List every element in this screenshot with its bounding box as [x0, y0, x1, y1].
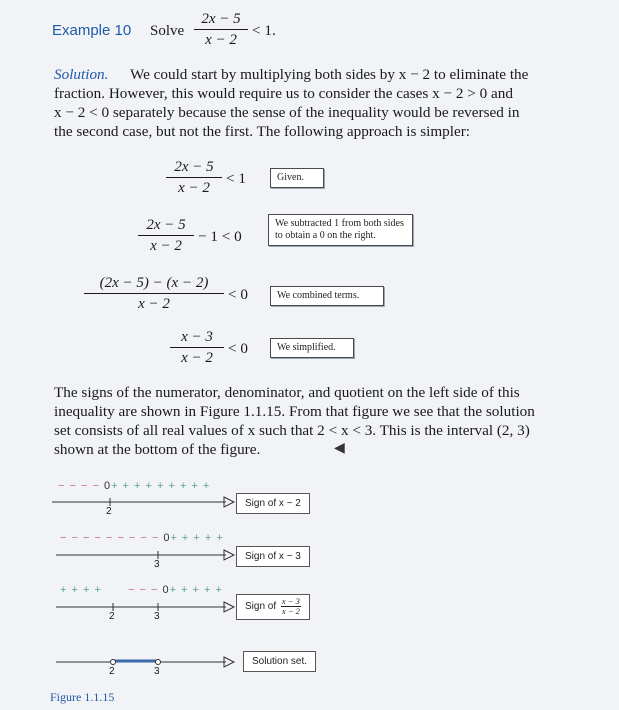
figure-caption: Figure 1.1.15: [50, 690, 115, 704]
step-4-denominator: x − 2: [181, 350, 213, 366]
row-1-positive-signs: + + + + + + + + +: [111, 480, 211, 492]
example-denominator: x − 2: [205, 32, 237, 48]
row-1-tick-label-2: 2: [106, 506, 112, 517]
step-2-fraction: [138, 218, 194, 254]
row-1-signs: [58, 480, 210, 492]
example-verb: Solve: [150, 23, 185, 39]
row-4-tick-label-3: 3: [154, 666, 160, 677]
row-3-zero: 0: [162, 584, 170, 596]
example-numerator: 2x − 5: [194, 12, 248, 30]
step-3-denominator: x − 2: [138, 296, 170, 312]
row-1-negative-signs: − − − −: [58, 480, 100, 492]
step-4-fraction: [170, 330, 224, 366]
step-2-note: We subtracted 1 from both sides to obtain a 0 on the right.: [268, 214, 413, 246]
row-2-label: Sign of x − 3: [236, 546, 310, 567]
conclusion-line-1: The signs of the numerator, denominator, and quotient on the left side of this: [54, 384, 520, 401]
row-3-label-denominator: x − 2: [281, 605, 300, 616]
step-2-rest: − 1 < 0: [198, 228, 242, 245]
step-3-fraction: [84, 276, 224, 312]
conclusion-line-2: inequality are shown in Figure 1.1.15. From that figure we see that the solution: [54, 403, 535, 420]
row-3-tick-label-3: 3: [154, 611, 160, 622]
row-2-tick-label-3: 3: [154, 559, 160, 570]
row-2-zero: 0: [163, 532, 171, 544]
row-2-positive-signs: + + + + +: [170, 532, 224, 544]
step-3-numerator: (2x − 5) − (x − 2): [84, 276, 224, 294]
row-3-positive-signs-right: + + + + +: [169, 584, 223, 596]
row-3-positive-signs-left: + + + +: [60, 584, 102, 596]
step-3-rest: < 0: [228, 286, 248, 303]
row-3-tick-label-2: 2: [109, 611, 115, 622]
step-4-numerator: x − 3: [170, 330, 224, 348]
solution-label: Solution.: [54, 66, 109, 83]
row-3-negative-signs: − − −: [128, 584, 159, 596]
example-rhs: < 1.: [252, 22, 276, 39]
row-1-label: Sign of x − 2: [236, 493, 310, 514]
row-2-signs: [60, 532, 224, 544]
solution-line-1: We could start by multiplying both sides by x − 2 to eliminate the: [130, 66, 529, 83]
row-3-label-prefix: Sign of: [245, 601, 277, 612]
step-4-note: We simplified.: [270, 338, 354, 358]
step-1-note: Given.: [270, 168, 324, 188]
row-3-label-numerator: x − 3: [281, 595, 300, 606]
example-fraction: [194, 12, 248, 48]
row-2-negative-signs: − − − − − − − − −: [60, 532, 160, 544]
row-3-label: [236, 594, 310, 620]
step-2-denominator: x − 2: [150, 238, 182, 254]
end-of-example-mark: ◀: [334, 441, 345, 456]
row-1-zero: 0: [103, 480, 112, 492]
step-1-numerator: 2x − 5: [166, 160, 222, 178]
row-4-open-endpoint-2: [111, 660, 116, 665]
step-4-rest: < 0: [228, 340, 248, 357]
step-1-rest: < 1: [226, 170, 246, 187]
solution-line-3: x − 2 < 0 separately because the sense of the inequality would be reversed in: [54, 104, 520, 121]
conclusion-line-3: set consists of all real values of x such that 2 < x < 3. This is the interval (2, 3): [54, 422, 530, 439]
step-1-denominator: x − 2: [178, 180, 210, 196]
example-label: Example 10: [52, 22, 132, 39]
row-4-label: Solution set.: [243, 651, 316, 672]
row-4-open-endpoint-3: [156, 660, 161, 665]
step-2-numerator: 2x − 5: [138, 218, 194, 236]
step-3-note: We combined terms.: [270, 286, 384, 306]
row-3-signs: [60, 584, 223, 596]
conclusion-line-4: shown at the bottom of the figure.: [54, 441, 261, 458]
row-4-tick-label-2: 2: [109, 666, 115, 677]
step-1-fraction: [166, 160, 222, 196]
solution-line-4: the second case, but not the first. The following approach is simpler:: [54, 123, 471, 140]
solution-line-2: fraction. However, this would require us to consider the cases x − 2 > 0 and: [54, 85, 513, 102]
